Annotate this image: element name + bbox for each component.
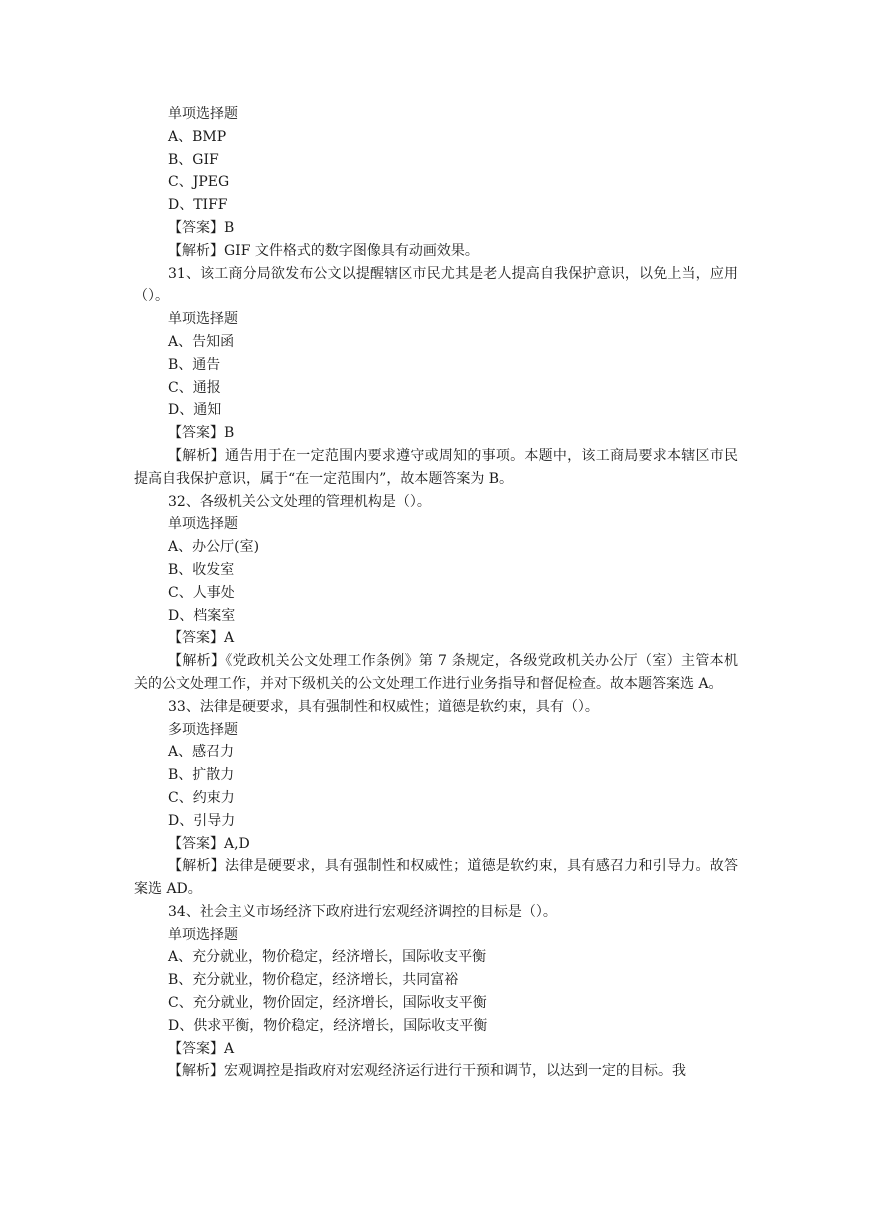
answer: 【答案】A,D (168, 835, 250, 852)
option-c: C、JPEG (168, 174, 230, 191)
answer: 【答案】A (168, 630, 235, 647)
option-a: A、办公厅(室) (168, 539, 260, 556)
question-type: 单项选择题 (168, 311, 238, 328)
option-b: B、收发室 (168, 561, 235, 578)
option-b: B、扩散力 (168, 767, 235, 784)
option-a: A、感召力 (168, 744, 235, 761)
question-type: 多项选择题 (168, 721, 238, 738)
option-b: B、通告 (168, 356, 221, 373)
option-c: C、人事处 (168, 584, 235, 601)
question-32: 32、各级机关公文处理的管理机构是（）。 (168, 493, 431, 510)
option-a: A、充分就业，物价稳定，经济增长，国际收支平衡 (168, 949, 487, 966)
question-33: 33、法律是硬要求，具有强制性和权威性；道德是软约束，具有（）。 (168, 698, 599, 715)
option-c: C、充分就业，物价固定，经济增长，国际收支平衡 (168, 995, 487, 1012)
option-d: D、通知 (168, 402, 222, 419)
question-type: 单项选择题 (168, 926, 238, 943)
explanation: 【解析】宏观调控是指政府对宏观经济运行进行干预和调节，以达到一定的目标。我 (168, 1063, 686, 1080)
question-type: 单项选择题 (168, 106, 238, 122)
explanation: 【解析】通告用于在一定范围内要求遵守或周知的事项。本题中，该工商局要求本辖区市民提高自我保护意识，属于“在一定范围内”，故本题答案为 B。 (134, 447, 738, 487)
option-a: A、告知函 (168, 333, 235, 350)
option-b: B、GIF (168, 151, 219, 168)
document-body (134, 103, 738, 1083)
answer: 【答案】A (168, 1040, 235, 1057)
option-a: A、BMP (168, 128, 227, 145)
explanation: 【解析】GIF 文件格式的数字图像具有动画效果。 (168, 242, 479, 259)
option-d: D、档案室 (168, 607, 236, 624)
option-b: B、充分就业，物价稳定，经济增长，共同富裕 (168, 972, 459, 989)
option-d: D、引导力 (168, 812, 236, 829)
question-type: 单项选择题 (168, 516, 238, 533)
answer: 【答案】B (168, 219, 235, 236)
option-d: D、TIFF (168, 197, 228, 214)
option-c: C、约束力 (168, 789, 235, 806)
explanation: 【解析】《党政机关公文处理工作条例》第 7 条规定，各级党政机关办公厅（室）主管本机关的公文处理工作，并对下级机关的公文处理工作进行业务指导和督促检查。故本题答案选 A。 (134, 653, 738, 692)
option-c: C、通报 (168, 379, 221, 396)
option-d: D、供求平衡，物价稳定，经济增长，国际收支平衡 (168, 1017, 488, 1034)
question-31: 31、该工商分局欲发布公文以提醒辖区市民尤其是老人提高自我保护意识，以免上当，应用（）。 (134, 265, 738, 305)
question-34: 34、社会主义市场经济下政府进行宏观经济调控的目标是（）。 (168, 903, 557, 920)
explanation: 【解析】法律是硬要求，具有强制性和权威性；道德是软约束，具有感召力和引导力。故答案选 AD。 (134, 858, 738, 898)
answer: 【答案】B (168, 425, 235, 442)
